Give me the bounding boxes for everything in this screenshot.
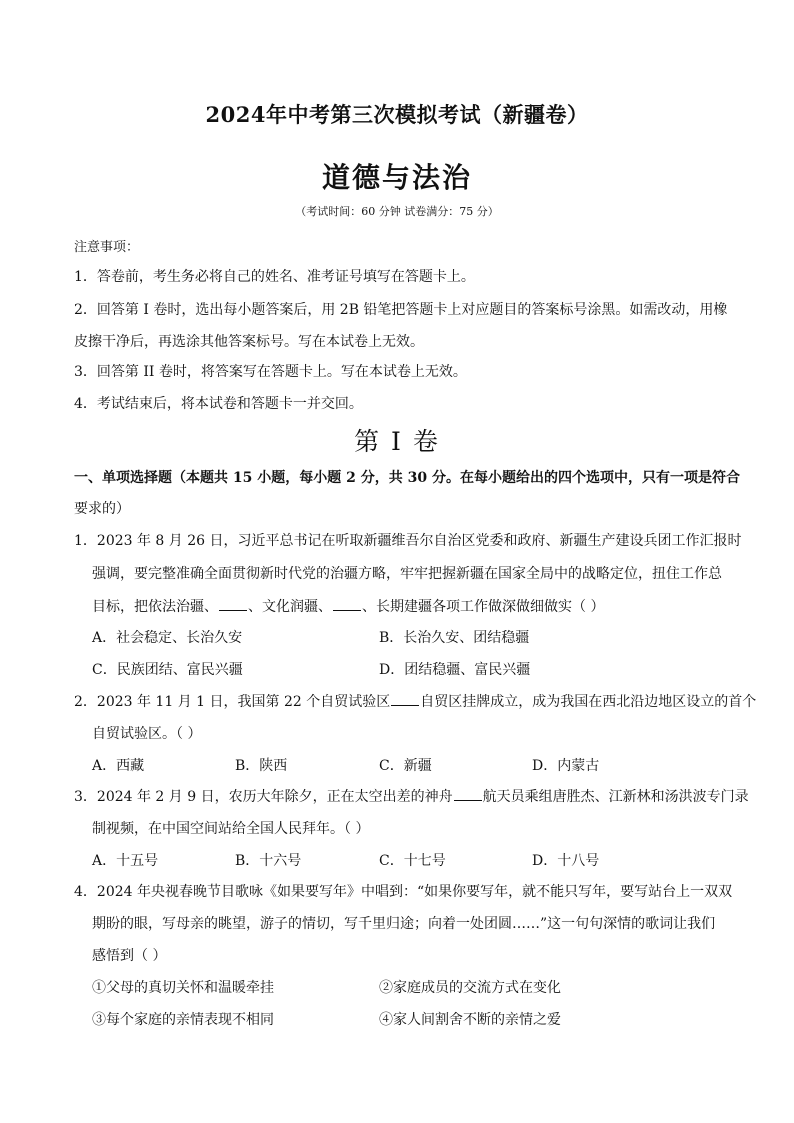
question-3-line: 制视频，在中国空间站给全国人民拜年。（ ） bbox=[92, 821, 370, 837]
question-1-text: 目标，把依法治疆、 bbox=[92, 599, 218, 615]
statement-3: ③每个家庭的亲情表现不相同 bbox=[92, 1012, 274, 1028]
exam-meta: （考试时间：60 分钟 试卷满分：75 分） bbox=[295, 205, 499, 218]
question-1-text: 、长期建疆各项工作做深做细做实（ ） bbox=[362, 599, 605, 615]
option-b: B．长治久安、团结稳疆 bbox=[379, 630, 530, 646]
option-a: A．社会稳定、长治久安 bbox=[92, 630, 243, 646]
question-4-line: 感悟到（ ） bbox=[92, 948, 167, 964]
part1-instruction-cont: 要求的） bbox=[74, 501, 130, 517]
option-c: C．十七号 bbox=[379, 853, 446, 869]
part1-instruction: 一、单项选择题（本题共 15 小题，每小题 2 分，共 30 分。在每小题给出的四个选项中，只有一项是符合 bbox=[74, 470, 740, 486]
question-3-text: 航天员乘组唐胜杰、江新林和汤洪波专门录 bbox=[482, 789, 749, 805]
option-b: B．陕西 bbox=[235, 758, 288, 774]
note-item: 1．答卷前，考生务必将自己的姓名、准考证号填写在答题卡上。 bbox=[74, 269, 475, 285]
note-item: 3．回答第 II 卷时，将答案写在答题卡上。写在本试卷上无效。 bbox=[74, 364, 467, 380]
question-1-line: 1．2023 年 8 月 26 日，习近平总书记在听取新疆维吾尔自治区党委和政府、新疆生产建设兵团工作汇报时 bbox=[74, 533, 742, 549]
statement-2: ②家庭成员的交流方式在变化 bbox=[379, 980, 561, 996]
question-2-line bbox=[74, 691, 756, 711]
question-4-line: 期盼的眼，写母亲的眺望，游子的情切，写千里归途；向着一处团圆……”这一句句深情的歌词让我们 bbox=[92, 916, 716, 932]
question-2-line: 自贸试验区。（ ） bbox=[92, 726, 202, 742]
answer-blank bbox=[454, 799, 482, 801]
notes-heading: 注意事项： bbox=[74, 240, 140, 255]
option-d: D．十八号 bbox=[532, 853, 600, 869]
statement-1: ①父母的真切关怀和温暖牵挂 bbox=[92, 980, 274, 996]
option-a: A．十五号 bbox=[92, 853, 159, 869]
option-c: C．新疆 bbox=[379, 758, 432, 774]
option-d: D．团结稳疆、富民兴疆 bbox=[379, 662, 531, 678]
exam-title: 2024年中考第三次模拟考试（新疆卷） bbox=[205, 102, 589, 127]
option-c: C．民族团结、富民兴疆 bbox=[92, 662, 243, 678]
question-1-line bbox=[92, 596, 604, 616]
statement-4: ④家人间割舍不断的亲情之爱 bbox=[379, 1012, 561, 1028]
note-item: 4．考试结束后，将本试卷和答题卡一并交回。 bbox=[74, 396, 363, 412]
question-3-text: 3．2024 年 2 月 9 日，农历大年除夕，正在太空出差的神舟 bbox=[74, 789, 453, 805]
question-1-text: 、文化润疆、 bbox=[248, 599, 332, 615]
question-2-text: 自贸区挂牌成立，成为我国在西北沿边地区设立的首个 bbox=[420, 694, 757, 710]
note-item: 2．回答第 I 卷时，选出每小题答案后，用 2B 铅笔把答题卡上对应题目的答案标号涂黑。如需改动，用橡 bbox=[74, 302, 728, 318]
answer-blank bbox=[219, 609, 247, 611]
option-a: A．西藏 bbox=[92, 758, 145, 774]
subject-title: 道德与法治 bbox=[321, 161, 472, 194]
note-item: 皮擦干净后，再选涂其他答案标号。写在本试卷上无效。 bbox=[74, 334, 424, 350]
question-4-line: 4．2024 年央视春晚节目歌咏《如果要写年》中唱到：“如果你要写年，就不能只写年，要写站台上一双双 bbox=[74, 884, 733, 900]
section-title: 第 I 卷 bbox=[354, 427, 440, 456]
question-3-line bbox=[74, 786, 749, 806]
option-b: B．十六号 bbox=[235, 853, 302, 869]
answer-blank bbox=[333, 609, 361, 611]
answer-blank bbox=[391, 704, 419, 706]
question-2-text: 2．2023 年 11 月 1 日，我国第 22 个自贸试验区 bbox=[74, 694, 391, 710]
question-1-line: 强调，要完整准确全面贯彻新时代党的治疆方略，牢牢把握新疆在国家全局中的战略定位，扭住工作总 bbox=[92, 566, 722, 582]
option-d: D．内蒙古 bbox=[532, 758, 600, 774]
